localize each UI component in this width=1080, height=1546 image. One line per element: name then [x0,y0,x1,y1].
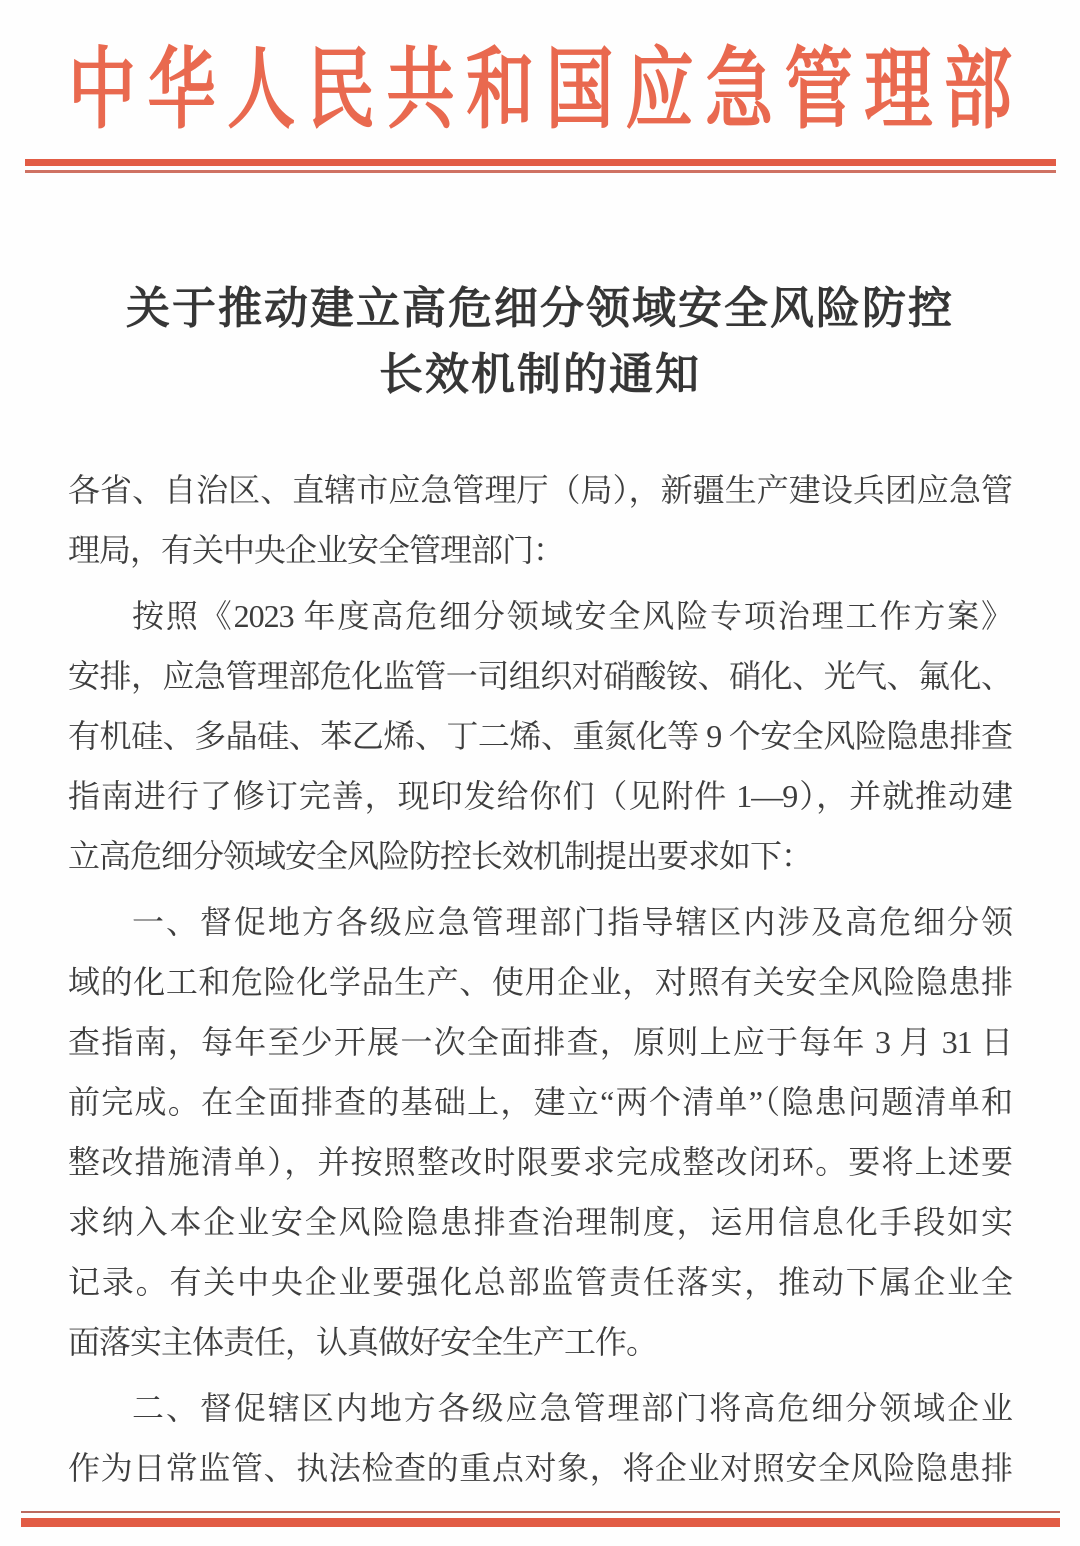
title-line-2: 长效机制的通知 [379,350,701,399]
body-line: 求纳入本企业安全风险隐患排查治理制度，运用信息化手段如实 [68,1204,1012,1240]
header-rule-thick [25,159,1056,166]
body-line: 一、督促地方各级应急管理部门指导辖区内涉及高危细分领 [132,904,1012,940]
body-line: 指南进行了修订完善，现印发给你们（见附件 1—9），并就推动建 [68,778,1012,814]
body-line: 作为日常监管、执法检查的重点对象，将企业对照安全风险隐患排 [68,1450,1012,1486]
body-line: 域的化工和危险化学品生产、使用企业，对照有关安全风险隐患排 [68,964,1012,1000]
body-line: 前完成。在全面排查的基础上，建立“两个清单”（隐患问题清单和 [68,1084,1012,1120]
body-line: 按照《2023 年度高危细分领域安全风险专项治理工作方案》 [132,598,1012,634]
body-line: 面落实主体责任，认真做好安全生产工作。 [68,1324,658,1360]
document-body [68,460,1012,1504]
paragraph [68,892,1012,1372]
paragraph [68,586,1012,886]
title-line-1: 关于推动建立高危细分领域安全风险防控 [126,284,954,333]
body-line: 各省、自治区、直辖市应急管理厅（局），新疆生产建设兵团应急管 [68,472,1012,508]
body-line: 查指南，每年至少开展一次全面排查，原则上应于每年 3 月 31 日 [68,1024,1012,1060]
body-line: 记录。有关中央企业要强化总部监管责任落实，推动下属企业全 [68,1264,1012,1300]
paragraph [68,460,1012,580]
body-line: 安排，应急管理部危化监管一司组织对硝酸铵、硝化、光气、氟化、 [68,658,1012,694]
document-title [68,276,1012,408]
body-line: 有机硅、多晶硅、苯乙烯、丁二烯、重氮化等 9 个安全风险隐患排查 [68,718,1012,754]
body-line: 立高危细分领域安全风险防控长效机制提出要求如下： [68,838,813,874]
footer-rule-thin [21,1511,1060,1513]
body-line: 二、督促辖区内地方各级应急管理部门将高危细分领域企业 [132,1390,1012,1426]
footer-rule-thick [21,1518,1060,1527]
letterhead-org-name: 中华人民共和国应急管理部 [68,40,1012,140]
body-line: 理局，有关中央企业安全管理部门： [68,532,565,568]
paragraph [68,1378,1012,1498]
header-rule-thin [25,170,1056,173]
body-line: 整改措施清单），并按照整改时限要求完成整改闭环。要将上述要 [68,1144,1012,1180]
